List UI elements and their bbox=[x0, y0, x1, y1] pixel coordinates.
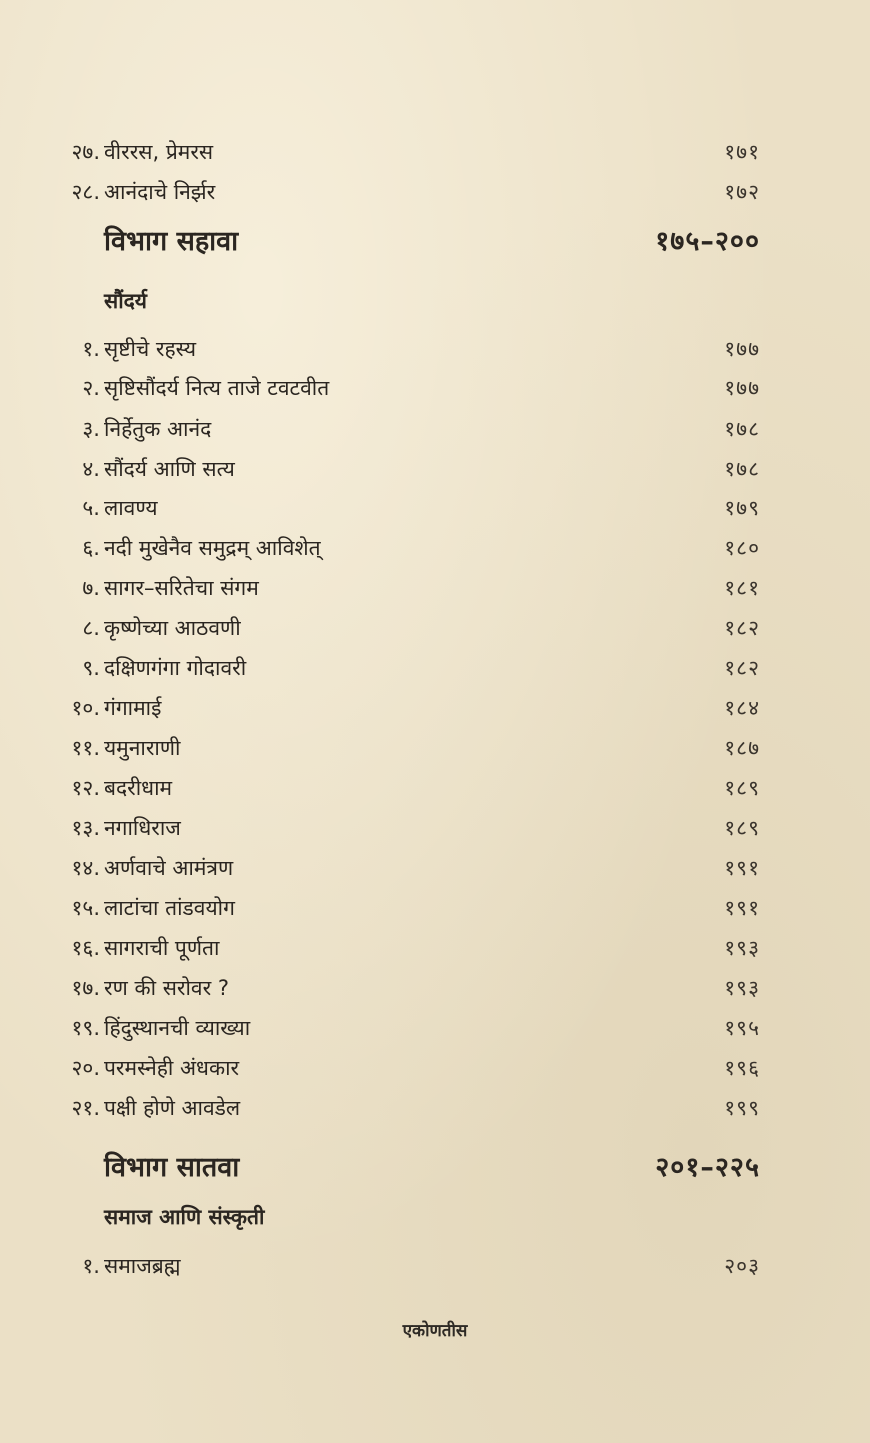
toc-entry bbox=[40, 732, 760, 764]
toc-entry bbox=[40, 852, 760, 884]
entry-number: ८. bbox=[82, 616, 100, 640]
entry-page: १९३ bbox=[724, 976, 760, 1000]
entry-title: यमुनाराणी bbox=[104, 736, 181, 760]
entry-number: १२. bbox=[71, 776, 100, 800]
toc-entry bbox=[40, 612, 760, 644]
entry-title: बदरीधाम bbox=[104, 776, 173, 800]
toc-entry bbox=[40, 453, 760, 485]
entry-page: १७७ bbox=[724, 376, 760, 400]
entry-number: १३. bbox=[71, 816, 100, 840]
entry-number: ६. bbox=[82, 536, 100, 560]
entry-title: हिंदुस्थानची व्याख्या bbox=[104, 1016, 251, 1040]
entry-number: १६. bbox=[71, 936, 100, 960]
entry-number: १. bbox=[82, 1254, 100, 1278]
entry-page: १९१ bbox=[724, 896, 760, 920]
toc-entry bbox=[40, 1250, 760, 1282]
entry-page: १७२ bbox=[724, 180, 760, 204]
entry-title: कृष्णेच्या आठवणी bbox=[104, 616, 241, 640]
entry-page: २०३ bbox=[724, 1254, 760, 1278]
toc-entry bbox=[40, 1092, 760, 1124]
entry-title: नगाधिराज bbox=[104, 816, 181, 840]
entry-number: ३. bbox=[82, 417, 100, 441]
toc-entry bbox=[40, 413, 760, 445]
entry-page: १८७ bbox=[724, 736, 760, 760]
entry-number: ७. bbox=[82, 576, 100, 600]
toc-entry bbox=[40, 1012, 760, 1044]
entry-number: १९. bbox=[71, 1016, 100, 1040]
entry-title: गंगामाई bbox=[104, 696, 162, 720]
entry-page: १९९ bbox=[724, 1096, 760, 1120]
entry-title: लावण्य bbox=[104, 496, 158, 520]
entry-title: परमस्नेही अंधकार bbox=[104, 1056, 240, 1080]
entry-title: अर्णवाचे आमंत्रण bbox=[104, 856, 234, 880]
entry-page: १७७ bbox=[724, 337, 760, 361]
section-heading bbox=[104, 222, 760, 262]
entry-page: १९५ bbox=[724, 1016, 760, 1040]
entry-page: १८९ bbox=[724, 816, 760, 840]
toc-entry bbox=[40, 492, 760, 524]
entry-page: १९१ bbox=[724, 856, 760, 880]
entry-page: १८१ bbox=[724, 576, 760, 600]
section-page-range: २०१–२२५ bbox=[655, 1152, 760, 1183]
entry-page: १९३ bbox=[724, 936, 760, 960]
entry-page: १७१ bbox=[724, 140, 760, 164]
toc-entry bbox=[40, 692, 760, 724]
entry-number: १४. bbox=[71, 856, 100, 880]
entry-number: २७. bbox=[71, 140, 100, 164]
entry-title: दक्षिणगंगा गोदावरी bbox=[104, 656, 247, 680]
entry-title: सौंदर्य आणि सत्य bbox=[104, 457, 235, 481]
toc-entry bbox=[40, 1052, 760, 1084]
entry-number: १०. bbox=[71, 696, 100, 720]
entry-page: १८२ bbox=[724, 656, 760, 680]
section-title: विभाग सातवा bbox=[104, 1152, 240, 1183]
toc-entry bbox=[40, 136, 760, 168]
entry-number: २. bbox=[82, 376, 100, 400]
entry-number: ११. bbox=[71, 736, 100, 760]
entry-number: ५. bbox=[82, 496, 100, 520]
toc-entry bbox=[40, 176, 760, 208]
toc-entry bbox=[40, 892, 760, 924]
entry-title: समाजब्रह्म bbox=[104, 1254, 181, 1278]
entry-title: पक्षी होणे आवडेल bbox=[104, 1096, 241, 1120]
entry-page: १९६ bbox=[724, 1056, 760, 1080]
entry-page: १८२ bbox=[724, 616, 760, 640]
entry-number: १५. bbox=[71, 896, 100, 920]
section-page-range: १७५–२०० bbox=[655, 226, 760, 257]
entry-title: सृष्टिसौंदर्य नित्य ताजे टवटवीत bbox=[104, 376, 330, 400]
section-subtitle: सौंदर्य bbox=[104, 289, 147, 313]
entry-number: ९. bbox=[82, 656, 100, 680]
entry-page: १८९ bbox=[724, 776, 760, 800]
entry-number: ४. bbox=[82, 457, 100, 481]
entry-title: सागर–सरितेचा संगम bbox=[104, 576, 259, 600]
entry-page: १७८ bbox=[724, 457, 760, 481]
entry-title: निर्हेतुक आनंद bbox=[104, 417, 212, 441]
section-subtitle: समाज आणि संस्कृती bbox=[104, 1205, 265, 1229]
entry-title: आनंदाचे निर्झर bbox=[104, 180, 216, 204]
toc-entry bbox=[40, 652, 760, 684]
entry-page: १७८ bbox=[724, 417, 760, 441]
entry-page: १८४ bbox=[724, 696, 760, 720]
toc-entry bbox=[40, 772, 760, 804]
entry-title: रण की सरोवर ? bbox=[104, 976, 229, 1000]
entry-number: २८. bbox=[71, 180, 100, 204]
entry-number: १७. bbox=[71, 976, 100, 1000]
entry-title: वीररस, प्रेमरस bbox=[104, 140, 214, 164]
section-heading bbox=[104, 1148, 760, 1188]
entry-number: १. bbox=[82, 337, 100, 361]
toc-entry bbox=[40, 812, 760, 844]
toc-entry bbox=[40, 333, 760, 365]
entry-title: लाटांचा तांडवयोग bbox=[104, 896, 235, 920]
entry-title: सृष्टीचे रहस्य bbox=[104, 337, 196, 361]
toc-entry bbox=[40, 372, 760, 404]
entry-page: १८० bbox=[724, 536, 760, 560]
toc-entry bbox=[40, 532, 760, 564]
entry-number: २०. bbox=[71, 1056, 100, 1080]
toc-entry bbox=[40, 572, 760, 604]
entry-number: २१. bbox=[71, 1096, 100, 1120]
entry-title: नदी मुखेनैव समुद्रम् आविशेत् bbox=[104, 536, 321, 560]
page-number-word: एकोणतीस bbox=[402, 1321, 468, 1341]
toc-entry bbox=[40, 972, 760, 1004]
section-title: विभाग सहावा bbox=[104, 226, 239, 257]
toc-entry bbox=[40, 932, 760, 964]
entry-page: १७९ bbox=[724, 496, 760, 520]
entry-title: सागराची पूर्णता bbox=[104, 936, 220, 960]
